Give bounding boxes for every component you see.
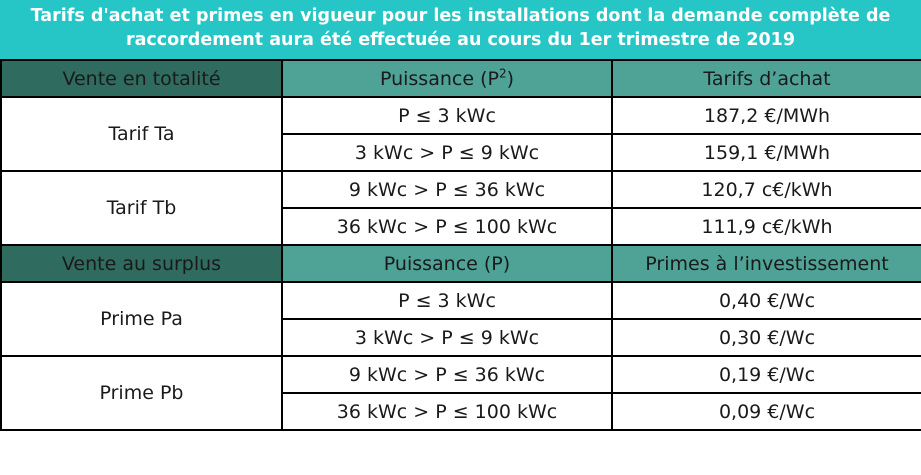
banner-line-2: raccordement aura été effectuée au cours du 1er trimestre de 2019 bbox=[125, 30, 796, 50]
table-row bbox=[1, 171, 921, 208]
power-cell: 9 kWc > P ≤ 36 kWc bbox=[282, 356, 612, 393]
table-row bbox=[1, 282, 921, 319]
header-power-label-1: Puissance (P bbox=[379, 67, 499, 90]
value-cell: 0,30 €/Wc bbox=[612, 319, 921, 356]
value-cell: 187,2 €/MWh bbox=[612, 97, 921, 134]
table-row bbox=[1, 97, 921, 134]
header-cell-value-1: Tarifs d’achat bbox=[612, 60, 921, 97]
header-cell-power-1 bbox=[282, 60, 612, 97]
power-cell: 3 kWc > P ≤ 9 kWc bbox=[282, 319, 612, 356]
header-cell-category-2: Vente au surplus bbox=[1, 245, 282, 282]
row-label-tarif-ta: Tarif Ta bbox=[1, 97, 282, 171]
power-cell: 36 kWc > P ≤ 100 kWc bbox=[282, 208, 612, 245]
value-cell: 111,9 c€/kWh bbox=[612, 208, 921, 245]
header-cell-value-2: Primes à l’investissement bbox=[612, 245, 921, 282]
header-power-exponent-1: 2 bbox=[498, 66, 507, 81]
tariff-table bbox=[0, 59, 921, 431]
header-power-label-2: Puissance (P) bbox=[383, 252, 511, 275]
banner-line-1: Tarifs d'achat et primes en vigueur pour les installations dont la demande complète de bbox=[30, 6, 891, 27]
value-cell: 120,7 c€/kWh bbox=[612, 171, 921, 208]
banner-title bbox=[0, 0, 921, 59]
table-row bbox=[1, 356, 921, 393]
header-power-suffix-1: ) bbox=[506, 67, 515, 90]
table-header-row-vente-surplus bbox=[1, 245, 921, 282]
header-cell-category-1: Vente en totalité bbox=[1, 60, 282, 97]
power-cell: 3 kWc > P ≤ 9 kWc bbox=[282, 134, 612, 171]
value-cell: 0,40 €/Wc bbox=[612, 282, 921, 319]
row-label-tarif-tb: Tarif Tb bbox=[1, 171, 282, 245]
power-cell: P ≤ 3 kWc bbox=[282, 97, 612, 134]
power-cell: 36 kWc > P ≤ 100 kWc bbox=[282, 393, 612, 430]
power-cell: 9 kWc > P ≤ 36 kWc bbox=[282, 171, 612, 208]
value-cell: 0,19 €/Wc bbox=[612, 356, 921, 393]
header-cell-power-2 bbox=[282, 245, 612, 282]
row-label-prime-pb: Prime Pb bbox=[1, 356, 282, 430]
table-header-row-vente-totalite bbox=[1, 60, 921, 97]
value-cell: 0,09 €/Wc bbox=[612, 393, 921, 430]
row-label-prime-pa: Prime Pa bbox=[1, 282, 282, 356]
value-cell: 159,1 €/MWh bbox=[612, 134, 921, 171]
power-cell: P ≤ 3 kWc bbox=[282, 282, 612, 319]
